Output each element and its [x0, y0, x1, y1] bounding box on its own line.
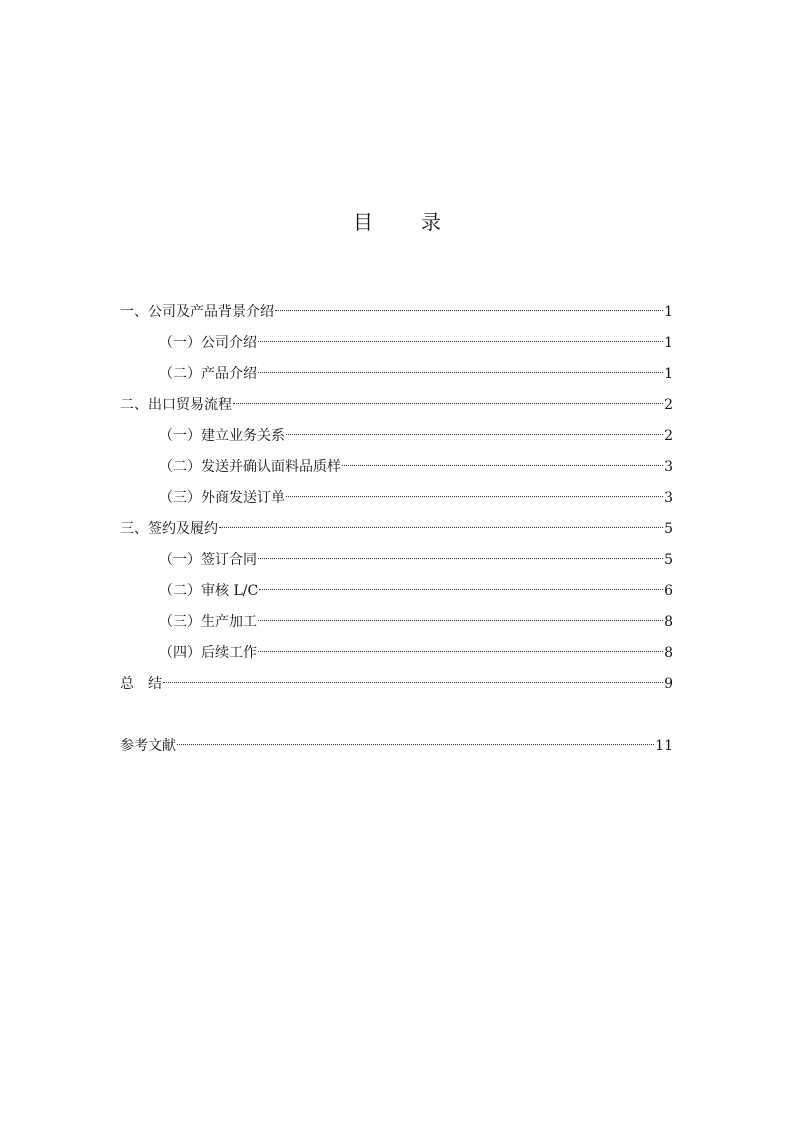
toc-entry-text: 三、签约及履约: [120, 521, 218, 537]
toc-entry-text: （一）建立业务关系: [159, 428, 285, 444]
dot-leader: [275, 310, 663, 311]
toc-entry: [120, 328, 673, 359]
toc-entry-text: 二、出口贸易流程: [120, 397, 232, 413]
toc-entry-page: 1: [664, 304, 673, 320]
toc-entry-page: 8: [664, 614, 673, 630]
toc-entry: [120, 576, 673, 607]
dot-leader: [258, 620, 663, 621]
toc-title: 目 录: [353, 210, 455, 234]
dot-leader: [163, 682, 663, 683]
toc-entry-text: （三）生产加工: [159, 614, 257, 630]
dot-leader: [342, 465, 663, 466]
toc-entry-page: 2: [664, 397, 673, 413]
toc-entry-page: 5: [664, 552, 673, 568]
dot-leader: [286, 496, 663, 497]
dot-leader: [258, 651, 663, 652]
toc-entry: [120, 638, 673, 669]
toc-entry-text: （二）产品介绍: [159, 366, 257, 382]
toc-entry-page: 2: [664, 428, 673, 444]
toc-entry-page: 9: [664, 676, 673, 692]
toc-entry: [120, 390, 673, 421]
toc-entry-text: （一）公司介绍: [159, 335, 257, 351]
toc-entry: [120, 607, 673, 638]
toc-entry: [120, 297, 673, 328]
dot-leader: [258, 341, 663, 342]
toc-entry-page: 3: [664, 490, 673, 506]
toc-entry-text: （二）发送并确认面料品质样: [159, 459, 341, 475]
toc-entry-page: 11: [655, 738, 673, 754]
toc-entry-page: 5: [664, 521, 673, 537]
dot-leader: [219, 527, 663, 528]
toc-entry-page: 8: [664, 645, 673, 661]
dot-leader: [258, 558, 663, 559]
toc-entry: [120, 514, 673, 545]
toc-list: [120, 297, 673, 762]
toc-entry-text: 总 结: [120, 676, 162, 692]
dot-leader: [286, 434, 663, 435]
toc-entry: [120, 421, 673, 452]
toc-entry-page: 1: [664, 335, 673, 351]
toc-entry-text: 参考文献: [120, 738, 176, 754]
toc-entry-page: 1: [664, 366, 673, 382]
dot-leader: [259, 589, 663, 590]
toc-entry-page: 6: [664, 583, 673, 599]
toc-entry-text: 一、公司及产品背景介绍: [120, 304, 274, 320]
toc-entry: [120, 452, 673, 483]
toc-entry-text: （一）签订合同: [159, 552, 257, 568]
dot-leader: [258, 372, 663, 373]
dot-leader: [177, 744, 654, 745]
dot-leader: [233, 403, 663, 404]
toc-entry: [120, 359, 673, 390]
toc-entry: [120, 483, 673, 514]
toc-entry-page: 3: [664, 459, 673, 475]
toc-entry: [120, 669, 673, 700]
toc-entry-text: （三）外商发送订单: [159, 490, 285, 506]
toc-entry-text: （二）审核 L/C: [159, 583, 259, 599]
toc-entry: [120, 545, 673, 576]
toc-entry-text: （四）后续工作: [159, 645, 257, 661]
toc-entry: [120, 731, 673, 762]
